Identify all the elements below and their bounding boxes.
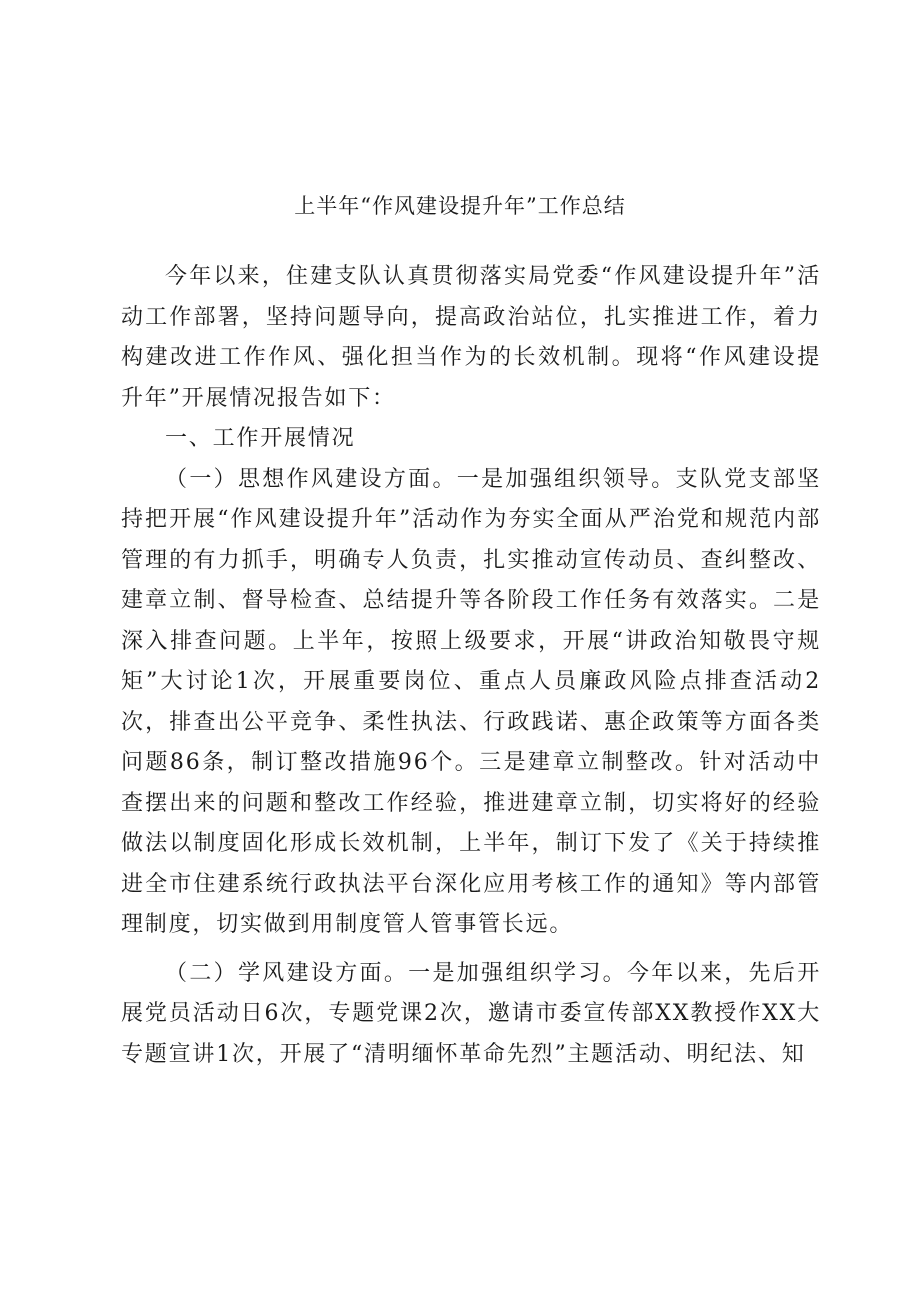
intro-paragraph: 今年以来，住建支队认真贯彻落实局党委“作风建设提升年”活动工作部署，坚持问题导向，提高政治站位，扎实推进工作，着力构建改进工作作风、强化担当作为的长效机制。现将“作风建设提升年”开展情况报告如下： — [121, 264, 821, 411]
document-title: 上半年“作风建设提升年”工作总结 — [294, 194, 626, 218]
paragraph-study-style: （二）学风建设方面。一是加强组织学习。今年以来，先后开展党员活动日6次，专题党课2次，邀请市委宣传部XX教授作XX大专题宣讲1次，开展了“清明缅怀革命先烈”主题活动、明纪法、知 — [121, 960, 821, 1067]
section-heading-1: 一、工作开展情况 — [165, 426, 356, 451]
document-body — [121, 257, 821, 1075]
paragraph-ideological-style: （一）思想作风建设方面。一是加强组织领导。支队党支部坚持把开展“作风建设提升年”活动作为夯实全面从严治党和规范内部管理的有力抓手，明确专人负责，扎实推动宣传动员、查纠整改、建章立制、督导检查、总结提升等各阶段工作任务有效落实。二是深入排查问题。上半年，按照上级要求，开展“讲政治知敬畏守规矩”大讨论1次，开展重要岗位、重点人员廉政风险点排查活动2次，排查出公平竞争、柔性执法、行政践诺、惠企政策等方面各类问题86条，制订整改措施96个。三是建章立制整改。针对活动中查摆出来的问题和整改工作经验，推进建章立制，切实将好的经验做法以制度固化形成长效机制，上半年，制订下发了《关于持续推进全市住建系统行政执法平台深化应用考核工作的通知》等内部管理制度，切实做到用制度管人管事管长远。 — [121, 466, 821, 937]
